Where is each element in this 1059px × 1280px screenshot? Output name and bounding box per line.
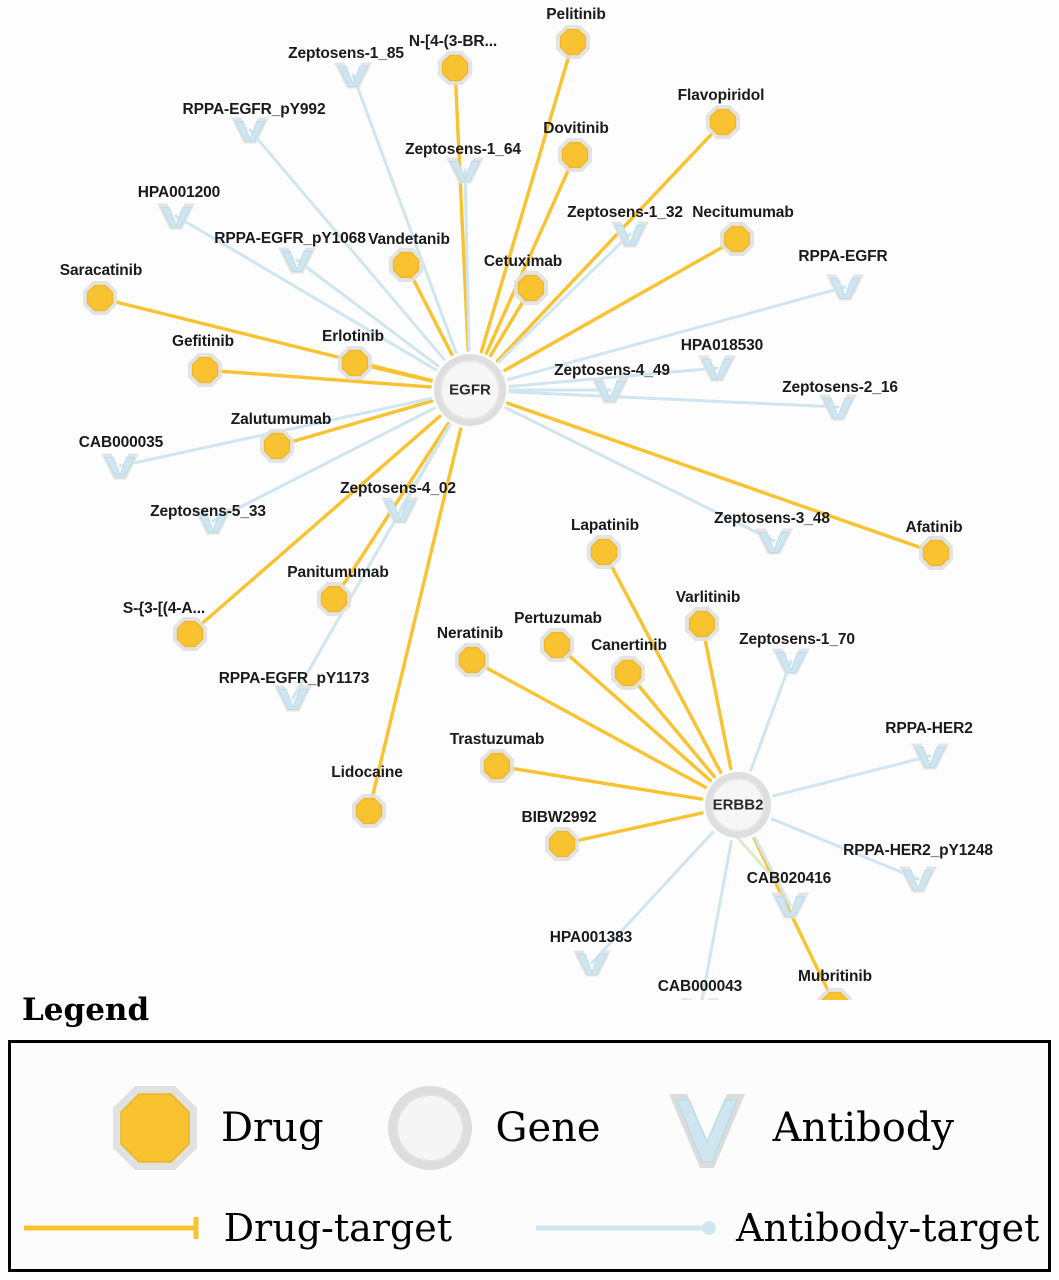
antibody-node-label: CAB000043 [657,978,743,995]
drug-node[interactable] [173,617,207,651]
legend-edge-row [11,1193,1048,1263]
antibody-node-label: Zeptosens-3_48 [714,510,830,527]
drug-node[interactable] [685,607,719,641]
antibody-target-edge [510,392,838,407]
antibody-node[interactable] [681,999,719,1000]
legend-label-gene: Gene [495,1105,601,1151]
drug-target-edge [505,239,737,370]
antibody-target-edge-icon [532,1215,722,1241]
antibody-node-label: RPPA-EGFR_pY1068 [214,230,366,247]
legend-label-antibody: Antibody [772,1105,955,1151]
drug-node-label: Canertinib [591,637,667,654]
drug-node-label: Necitumumab [692,204,794,221]
antibody-node-label: Zeptosens-1_85 [288,45,404,62]
drug-target-edge [508,403,936,553]
drug-node[interactable] [83,281,117,315]
drug-node[interactable] [455,643,489,677]
drug-node[interactable] [545,827,579,861]
drug-node[interactable] [587,535,621,569]
antibody-target-edge [751,661,791,770]
drug-node[interactable] [352,794,386,828]
drug-node[interactable] [611,656,645,690]
drug-node[interactable] [514,271,548,305]
drug-node-label: Cetuximab [483,253,563,270]
legend-box [8,1040,1051,1272]
drug-node-label: Varlitinib [675,589,741,606]
drug-node-label: N-[4-(3-BR... [408,33,498,50]
drug-node[interactable] [260,429,294,463]
drug-node-label: Mubritinib [798,968,872,985]
gene-node-label: EGFR [449,381,491,399]
gene-circle-icon [380,1078,480,1178]
antibody-node-label: Zeptosens-4_02 [340,480,456,497]
antibody-node-label: HPA001200 [137,184,221,201]
antibody-node-label: RPPA-EGFR_pY1173 [218,670,370,687]
drug-target-edge [497,766,701,799]
drug-node-label: Vandetanib [368,231,450,248]
gene-node-label: ERBB2 [712,796,764,814]
antibody-node-label: CAB000035 [78,434,164,451]
legend-item-gene [380,1078,601,1178]
legend-label-drug-target: Drug-target [223,1206,453,1250]
drug-target-edge-icon [20,1215,210,1241]
drug-node[interactable] [480,749,514,783]
drug-node-label: Dovitinib [543,120,609,137]
antibody-node-label: Zeptosens-4_49 [554,362,670,379]
drug-node[interactable] [188,353,222,387]
drug-node[interactable] [818,988,852,1000]
drug-node-label: Panitumumab [287,564,389,581]
antibody-target-edge [774,756,930,796]
antibody-node-label: HPA018530 [680,337,764,354]
drug-node[interactable] [389,248,423,282]
legend-label-antibody-target: Antibody-target [736,1206,1040,1250]
drug-target-edge [497,122,723,361]
antibody-node-label: RPPA-HER2_pY1248 [843,842,993,859]
antibody-target-edge [700,841,731,1000]
antibody-node-label: Zeptosens-1_70 [739,631,855,648]
antibody-node-label: RPPA-HER2 [885,720,973,737]
drug-node[interactable] [919,536,953,570]
drug-node-label: Zalutumumab [230,411,332,428]
antibody-target-edge [509,287,845,379]
drug-node-label: BIBW2992 [521,809,597,826]
antibody-chevron-icon [657,1078,757,1178]
drug-node[interactable] [438,51,472,85]
antibody-target-edge [772,819,918,879]
drug-octagon-icon [105,1078,205,1178]
legend-title: Legend [22,992,150,1028]
legend-label-drug: Drug [220,1105,324,1151]
drug-target-edge [562,813,702,844]
legend-item-drug-target [20,1206,452,1250]
antibody-target-edge [213,408,434,521]
antibody-node-label: RPPA-EGFR [798,248,888,265]
drug-node-label: Saracatinib [59,262,143,279]
drug-node[interactable] [558,138,592,172]
drug-node-label: S-{3-[(4-A... [122,600,206,617]
antibody-node-label: HPA001383 [549,929,633,946]
drug-target-edge [628,673,714,777]
antibody-target-edge [293,425,450,698]
legend-shape-row [11,1073,1048,1183]
drug-node[interactable] [720,222,754,256]
drug-node[interactable] [317,582,351,616]
drug-node-label: Pertuzumab [514,610,602,627]
drug-node-label: Lapatinib [571,517,639,534]
drug-node-label: Flavopiridol [677,87,765,104]
drug-node-label: Gefitinib [172,333,234,350]
antibody-node-label: RPPA-EGFR_pY992 [182,101,326,118]
antibody-node-label: Zeptosens-1_64 [405,141,521,158]
drug-node-label: Trastuzumab [449,731,545,748]
drug-target-edge [481,42,573,352]
antibody-node-label: CAB020416 [746,870,832,887]
legend-item-antibody [657,1078,954,1178]
antibody-node-label: Zeptosens-1_32 [567,204,683,221]
drug-target-edge [190,416,440,634]
antibody-target-edge [592,832,713,963]
drug-node-label: Afatinib [905,519,963,536]
drug-node-label: Erlotinib [322,328,384,345]
drug-node[interactable] [540,628,574,662]
drug-node[interactable] [556,25,590,59]
antibody-node-label: Zeptosens-2_16 [782,379,898,396]
drug-node-label: Lidocaine [331,764,403,781]
drug-target-edge [277,401,432,446]
antibody-node-label: Zeptosens-5_33 [150,503,266,520]
drug-node[interactable] [338,346,372,380]
drug-node-label: Neratinib [436,625,504,642]
legend-item-drug [105,1078,324,1178]
drug-node-label: Pelitinib [546,6,606,23]
antibody-target-edge [506,408,774,541]
legend-item-antibody-target [532,1206,1039,1250]
drug-node[interactable] [706,105,740,139]
antibody-target-edge [176,216,436,370]
